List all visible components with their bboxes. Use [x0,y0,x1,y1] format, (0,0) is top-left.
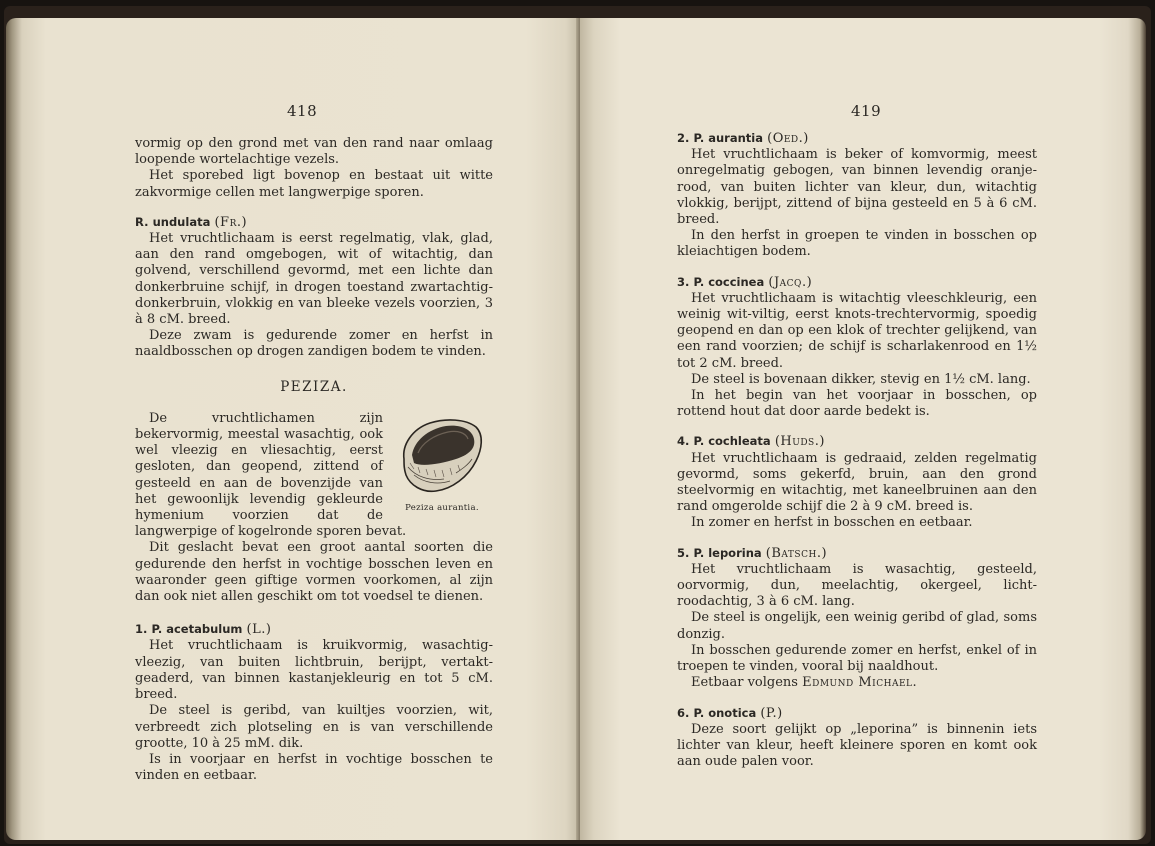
species-number: 6. [677,705,690,720]
species-author: (Oed.) [767,131,809,146]
right-page-number: 419 [851,102,882,120]
paragraph: De steel is bovenaan dikker, stevig en 1½ cM. lang. [691,371,1031,387]
species-author: (P.) [760,705,783,721]
species-name: P. cochleata [693,434,771,449]
species-number: 4. [677,434,690,449]
species-heading-p-onotica [677,705,1037,722]
species-heading-p-aurantia [677,130,1037,147]
paragraph: vormig op den grond met van den rand naar omlaag loopende wortelachtige vezels. [135,136,493,168]
species-name: P. acetabulum [151,622,243,637]
paragraph: De steel is geribd, van kuiltjes voorzien, wit, verbreedt zich plotseling en is van verschillende grootte, 10 à 25 mM. dik. [135,703,493,751]
left-page [6,18,580,840]
paragraph: De steel is ongelijk, een weinig geribd of glad, soms donzig. [677,610,1037,642]
book [4,6,1151,844]
paragraph: Het vruchtlichaam is wasachtig, gesteeld, oorvormig, dun, meelachtig, okergeel, licht-roodachtig, 3 à 6 cM. lang. [677,561,1037,610]
species-author: (Fr.) [214,214,248,230]
species-name: P. coccinea [693,274,765,289]
paragraph: Het vruchtlichaam is beker of komvormig, meest onregelmatig gebogen, van binnen levendig oranje-rood, van buiten lichter van kleur, dun, witachtig vlokkig, berijpt, zittend of bijna gesteeld en 5 à 6 cM. breed. [677,147,1037,228]
species-heading-p-acetabulum [135,621,493,638]
figure-caption: Peziza aurantia. [405,502,479,513]
paragraph: Het vruchtlichaam is witachtig vleeschkleurig, een weinig wit-viltig, eerst knots-trechtervormig, spoedig geopend en dan op een klok of trechter gelijkend, van een rand voorzien; de schijf is scharlakenrood en 1½ tot 2 cM. breed. [677,290,1037,371]
species-name: P. aurantia [693,131,763,145]
species-name: P. leporina [693,545,762,560]
paragraph: Deze soort gelijkt op „leporina” is binnenin iets lichter van kleur, heeft kleinere sporen en komt ook aan oude palen voor. [677,721,1037,770]
edible-note: Eetbaar volgens [691,675,798,691]
species-heading-r-undulata [135,214,493,231]
paragraph: In het begin van het voorjaar in bosschen, op rottend hout dat door aarde bedekt is. [677,388,1037,420]
author-name: Edmund Michael. [802,675,918,691]
species-number: 2. [677,131,690,145]
right-column [677,130,1037,770]
paragraph: Het vruchtlichaam is gedraaid, zelden regelmatig gevormd, soms gekerfd, bruin, aan den grond steelvormig en witachtig, met kaneelbruinen aan den rand omgerolde schijf die 2 à 9 cM. breed is. [677,450,1037,515]
right-page [580,18,1146,840]
species-heading-p-cochleata [677,433,1037,450]
species-number: R. [135,214,149,229]
species-number: 1. [135,622,148,637]
species-author: (L.) [246,622,272,638]
species-author: (Huds.) [774,434,825,450]
paragraph: Het sporebed ligt bovenop en bestaat uit witte zakvormige cellen met langwerpige sporen. [135,168,493,200]
paragraph: In zomer en herfst in bosschen en eetbaar. [691,515,973,531]
genus-heading: PEZIZA. [280,378,348,395]
paragraph: De vruchtlichamen zijn bekervormig, meestal wasachtig, ook wel vleezig en vliesachtig, eerst gesloten, dan geopend, zittend of gesteeld en aan de bovenzijde van het gewoonlijk levendig gekleurde hymenium voorzien dat de langwerpige of kogelronde sporen bevat. [135,410,407,540]
figure [391,415,493,516]
left-page-number: 418 [287,102,318,120]
genus-intro [135,411,493,605]
paragraph: Is in voorjaar en herfst in vochtige bosschen te vinden en eetbaar. [135,751,493,784]
species-author: (Jacq.) [768,274,813,290]
paragraph: Deze zwam is gedurende zomer en herfst in naaldbosschen op drogen zandigen bodem te vinden. [135,328,493,360]
paragraph [677,675,1037,691]
paragraph: In bosschen gedurende zomer en herfst, enkel of in troepen te vinden, vooral bij naaldhout. [677,642,1037,675]
species-number: 5. [677,545,690,560]
paragraph: Dit geslacht bevat een groot aantal soorten die gedurende den herfst in vochtige bosschen leven en waaronder geen giftige vormen voorkomen, al zijn dan ook niet allen geschikt om tot voedsel te dienen. [135,540,493,605]
peziza-illustration [396,415,488,499]
paragraph: Het vruchtlichaam is eerst regelmatig, vlak, glad, aan den rand omgebogen, wit of witachtig, dan golvend, verschillend gevormd, met een lichte dan donkerbruine schijf, in drogen toestand zwartachtig-donkerbruin, vlokkig en van bleeke vezels voorzien, 3 à 8 cM. breed. [135,231,493,328]
species-author: (Batsch.) [765,545,828,561]
species-number: 3. [677,274,690,289]
paragraph: In den herfst in groepen te vinden in bosschen op kleiachtigen bodem. [677,228,1037,260]
species-name: undulata [152,214,211,229]
species-heading-p-coccinea [677,274,1037,291]
species-name: P. onotica [693,705,757,720]
species-heading-p-leporina [677,545,1037,562]
paragraph: Het vruchtlichaam is kruikvormig, wasachtig-vleezig, van buiten lichtbruin, berijpt, vertakt-geaderd, van binnen kastanjekleurig en tot 5 cM. breed. [135,638,493,703]
left-column [135,136,493,784]
